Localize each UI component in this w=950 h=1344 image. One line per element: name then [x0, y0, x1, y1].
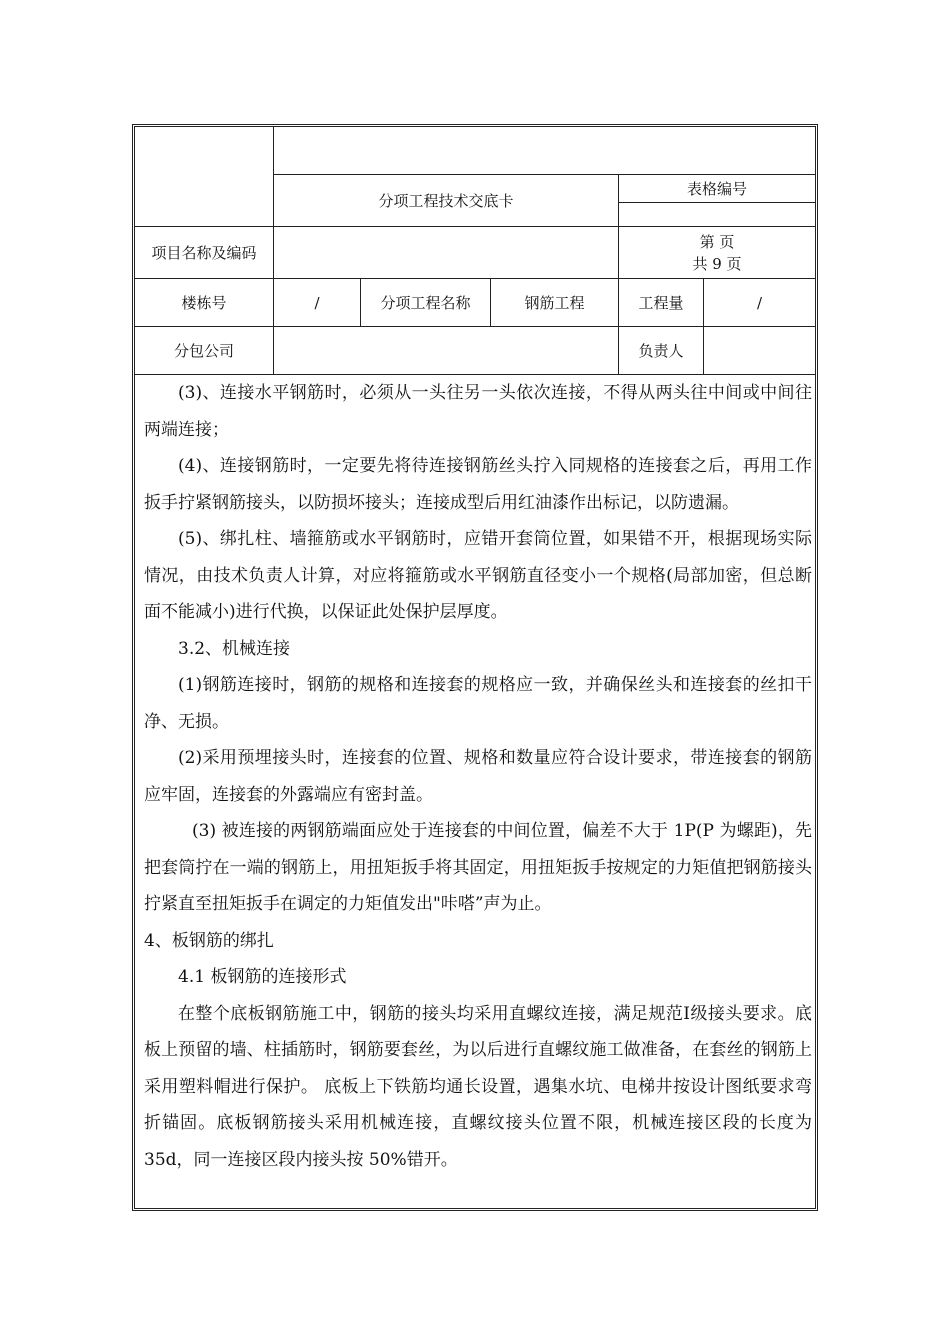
heading-3-2: 3.2、机械连接 [178, 638, 291, 659]
form-number-value [619, 203, 815, 227]
disclosure-content [144, 375, 812, 1178]
building-label: 楼栋号 [135, 279, 274, 327]
form-number-label: 表格编号 [619, 175, 815, 203]
card-title: 分项工程技术交底卡 [274, 175, 619, 227]
disclosure-card [132, 124, 818, 1211]
paragraph-mech-2: (2)采用预埋接头时，连接套的位置、规格和数量应符合设计要求，带连接套的钢筋应牢固，连接套的外露端应有密封盖。 [144, 748, 812, 805]
project-value [274, 227, 619, 279]
project-label: 项目名称及编码 [135, 227, 274, 279]
subcontractor-value [274, 327, 619, 375]
person-label: 负责人 [619, 327, 704, 375]
paragraph-slab: 在整个底板钢筋施工中，钢筋的接头均采用直螺纹连接，满足规范Ⅰ级接头要求。底板上预留的墙、柱插筋时，钢筋要套丝，为以后进行直螺纹施工做准备，在套丝的钢筋上采用塑料帽进行保护。 底板上下铁筋均通长设置，遇集水坑、电梯井按设计图纸要求弯折锚固。底板钢筋接头采用机械连接，直螺纹接头位置不限，机械连接区段的长度为 35d，同一连接区段内接头按 50%错开。 [144, 1003, 812, 1170]
page-current: 第 页 [699, 232, 735, 251]
heading-4: 4、板钢筋的绑扎 [144, 930, 274, 951]
paragraph-mech-3: (3) 被连接的两钢筋端面应处于连接套的中间位置，偏差不大于 1P(P 为螺距)，先把套筒拧在一端的钢筋上，用扭矩扳手将其固定，用扭矩扳手按规定的力矩值把钢筋接头拧紧直至扭矩扳手在调定的力矩值发出"咔嗒”声为止。 [144, 821, 812, 914]
subproject-value: 钢筋工程 [491, 279, 619, 327]
paragraph-4: (4)、连接钢筋时，一定要先将待连接钢筋丝头拧入同规格的连接套之后，再用工作扳手拧紧钢筋接头，以防损坏接头；连接成型后用红油漆作出标记，以防遗漏。 [144, 456, 812, 513]
paragraph-3: (3)、连接水平钢筋时，必须从一头往另一头依次连接，不得从两头往中间或中间往两端连接； [144, 383, 812, 440]
subproject-label: 分项工程名称 [361, 279, 491, 327]
top-blank-cell [274, 127, 815, 175]
page-total: 共 9 页 [692, 254, 742, 273]
page-number [619, 227, 815, 279]
person-value [704, 327, 815, 375]
quantity-value: / [704, 279, 815, 327]
quantity-label: 工程量 [619, 279, 704, 327]
logo-cell [135, 127, 274, 227]
paragraph-5: (5)、绑扎柱、墙箍筋或水平钢筋时，应错开套筒位置，如果错不开，根据现场实际情况，由技术负责人计算，对应将箍筋或水平钢筋直径变小一个规格(局部加密，但总断面不能减小)进行代换，以保证此处保护层厚度。 [144, 529, 812, 622]
paragraph-mech-1: (1)钢筋连接时，钢筋的规格和连接套的规格应一致，并确保丝头和连接套的丝扣干净、无损。 [144, 675, 812, 732]
subcontractor-label: 分包公司 [135, 327, 274, 375]
heading-4-1: 4.1 板钢筋的连接形式 [178, 967, 347, 987]
building-value: / [274, 279, 361, 327]
